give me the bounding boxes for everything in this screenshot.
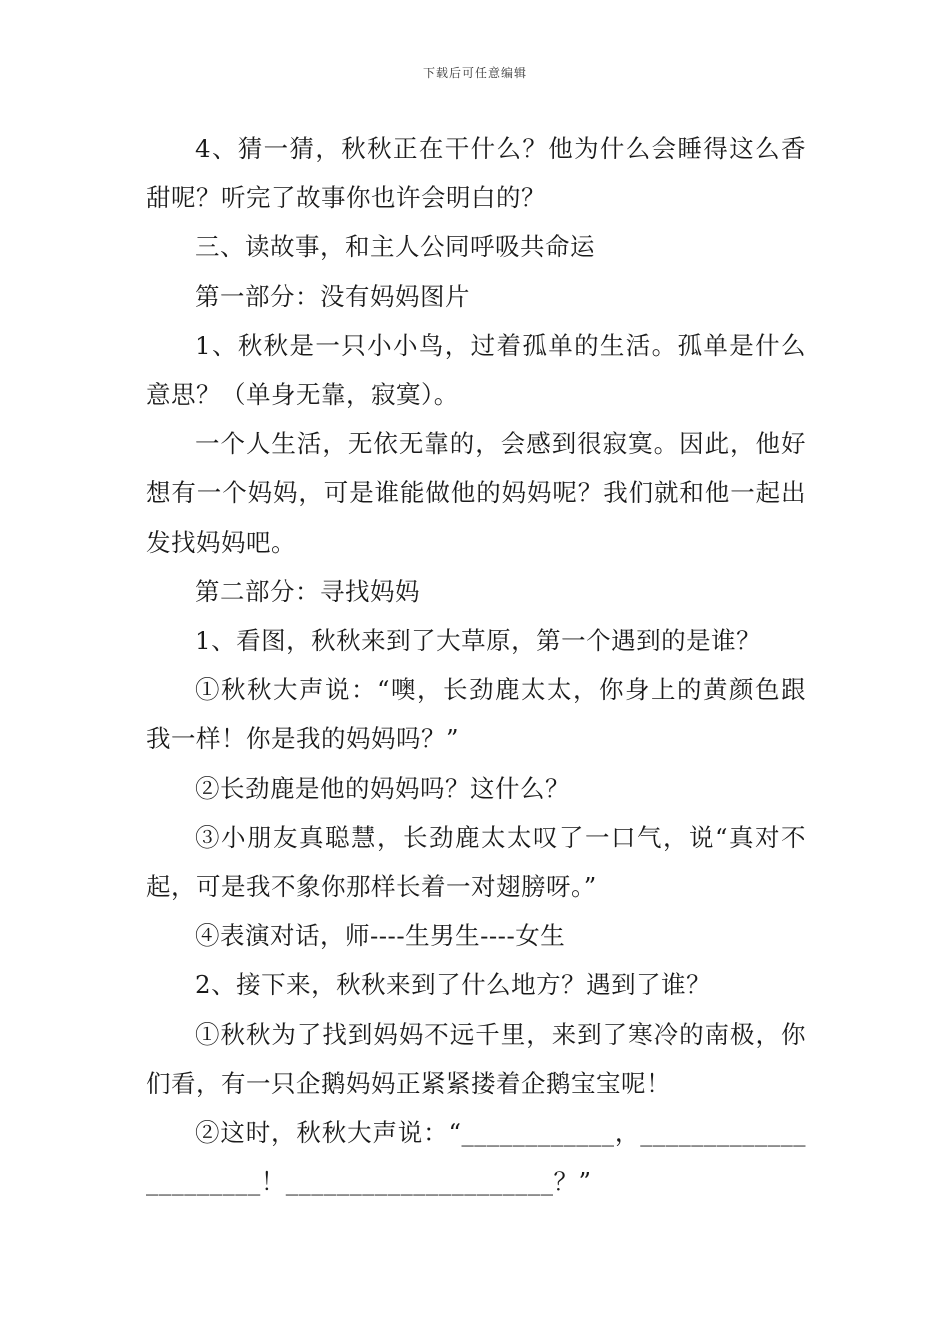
paragraph-wants-mother: 一个人生活，无依无靠的，会感到很寂寞。因此，他好想有一个妈妈，可是谁能做他的妈妈呢？我们就和他一起出发找妈妈吧。 <box>146 429 806 557</box>
page-header: 下载后可任意编辑 <box>422 66 527 80</box>
paragraph-giraffe-reply: ③小朋友真聪慧，长劲鹿太太叹了一口气，说“真对不起，可是我不象你那样长着一对翅膀呀。” <box>146 822 806 902</box>
paragraph-next-place: 2、接下来，秋秋来到了什么地方？遇到了谁？ <box>195 970 712 1000</box>
paragraph-giraffe-question: ②长劲鹿是他的妈妈吗？这什么？ <box>195 773 570 803</box>
paragraph-giraffe-dialogue: ①秋秋大声说：“噢，长劲鹿太太，你身上的黄颜色跟我一样！你是我的妈妈吗？” <box>146 675 806 754</box>
paragraph-section-three: 三、读故事，和主人公同呼吸共命运 <box>195 232 595 262</box>
paragraph-part-two-title: 第二部分：寻找妈妈 <box>195 576 420 606</box>
paragraph-guess: 4、猜一猜，秋秋正在干什么？他为什么会睡得这么香甜呢？听完了故事你也许会明白的？ <box>146 134 806 213</box>
paragraph-part-one-title: 第一部分：没有妈妈图片 <box>195 281 470 311</box>
paragraph-south-pole: ①秋秋为了找到妈妈不远千里，来到了寒冷的南极，你们看，有一只企鹅妈妈正紧紧搂着企鹅宝宝呢！ <box>146 1019 806 1098</box>
paragraph-lonely-bird: 1、秋秋是一只小小鸟，过着孤单的生活。孤单是什么意思？（单身无靠，寂寞）。 <box>146 330 806 410</box>
document-body <box>146 124 806 1206</box>
paragraph-grassland: 1、看图，秋秋来到了大草原，第一个遇到的是谁？ <box>195 626 762 656</box>
paragraph-role-play: ④表演对话，师----生男生----女生 <box>195 921 566 951</box>
paragraph-fill-blank: ②这时，秋秋大声说：“____________，______________________！_____________________？” <box>146 1118 806 1197</box>
